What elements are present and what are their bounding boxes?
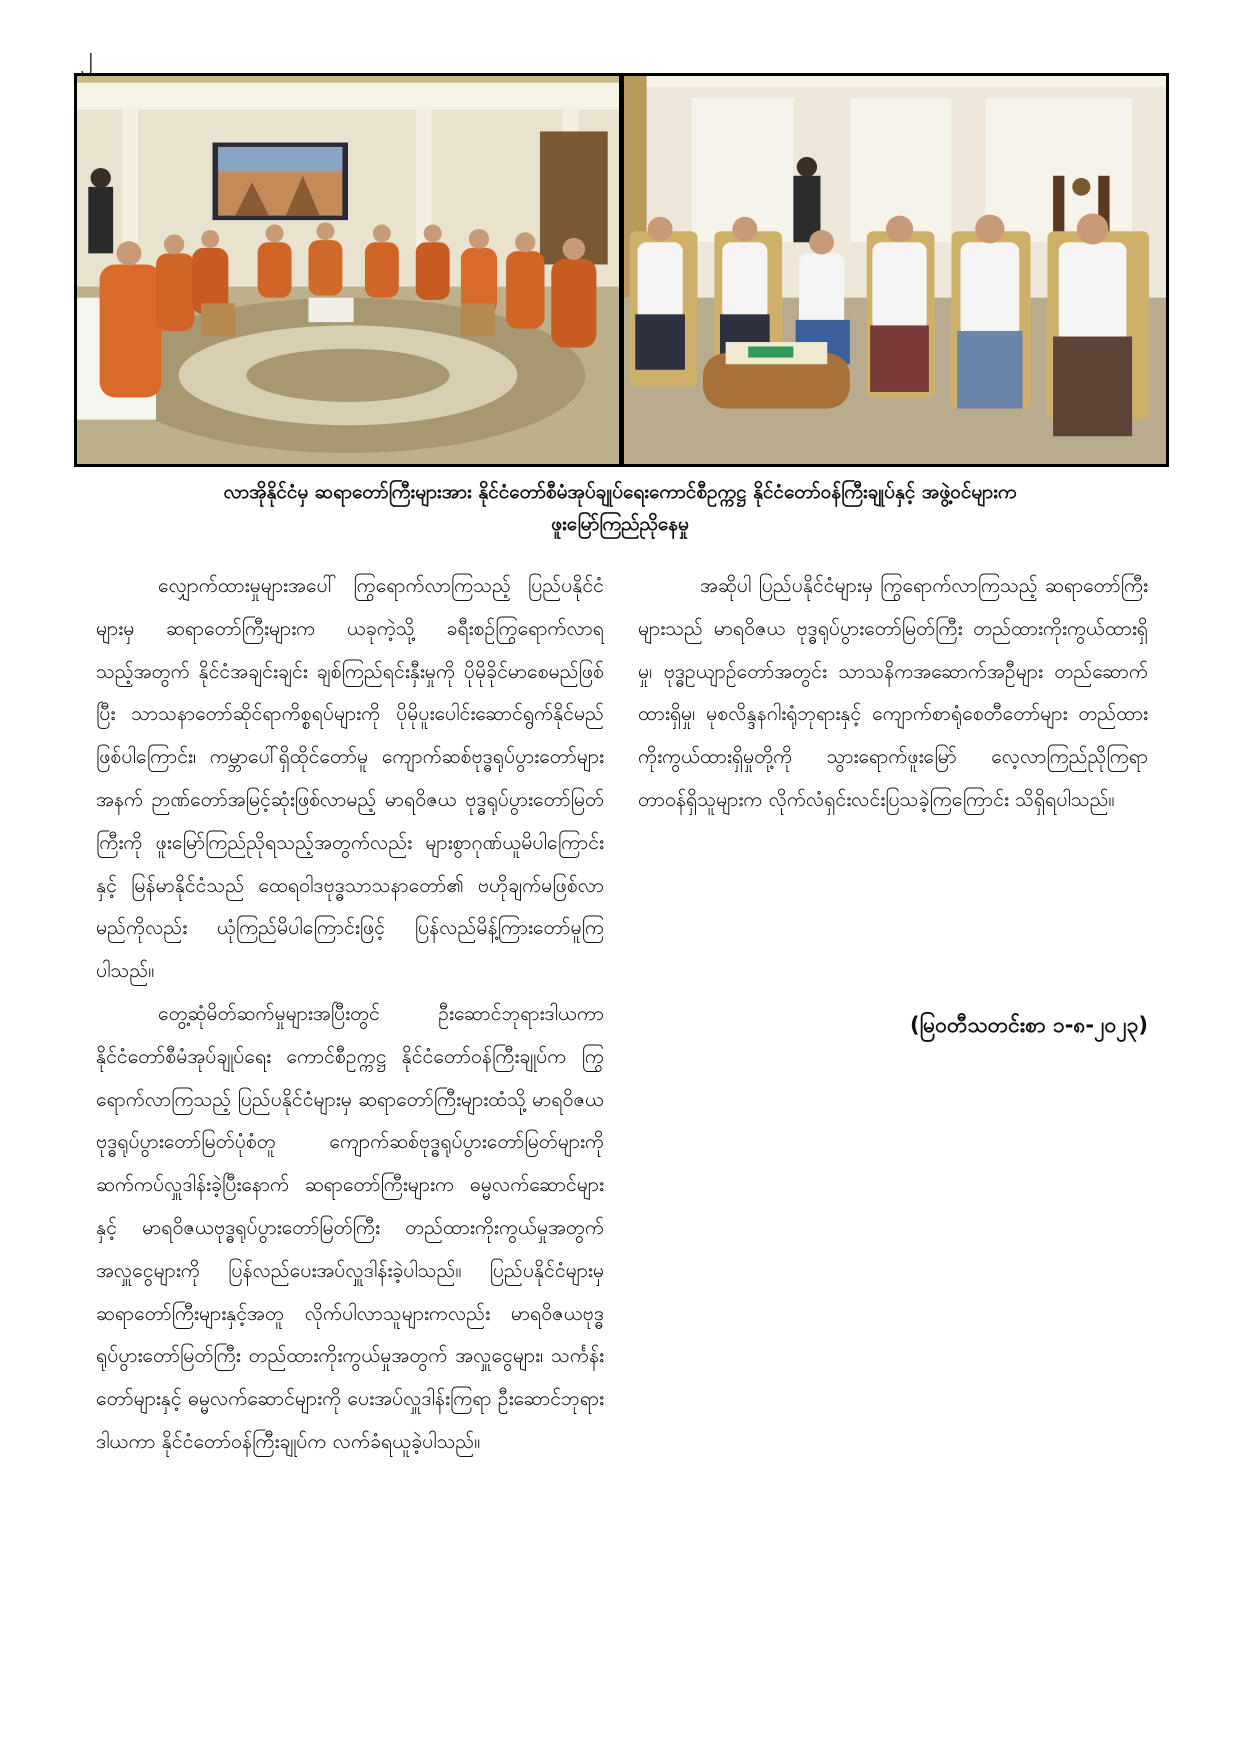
photo-frame	[74, 73, 1169, 467]
left-paragraph-2: တွေ့ဆုံမိတ်ဆက်မှုများအပြီးတွင် ဦးဆောင်ဘုရားဒါယကာ နိုင်ငံတော်စီမံအုပ်ချုပ်ရေး ကောင်စီဥက္ကဋ္ဌ နိုင်ငံတော်ဝန်ကြီးချုပ်က ကြွရောက်လာကြသည့် ပြည်ပနိုင်ငံများမှ ဆရာတော်ကြီးများထံသို့ မာရဝိဇယဗုဒ္ဓရုပ်ပွားတော်မြတ်ပုံစံတူ ကျောက်ဆစ်ဗုဒ္ဓရုပ်ပွားတော်မြတ်များကို ဆက်ကပ်လှူဒါန်းခဲ့ပြီးနောက် ဆရာတော်ကြီးများက ဓမ္မလက်ဆောင်များနှင့် မာရဝိဇယဗုဒ္ဓရုပ်ပွားတော်မြတ်ကြီး တည်ထားကိုးကွယ်မှုအတွက် အလှူငွေများကို ပြန်လည်ပေးအပ်လှူဒါန်းခဲ့ပါသည်။ ပြည်ပနိုင်ငံများမှ ဆရာတော်ကြီးများနှင့်အတူ လိုက်ပါလာသူများကလည်း မာရဝိဇယဗုဒ္ဓရုပ်ပွားတော်မြတ်ကြီး တည်ထားကိုးကွယ်မှုအတွက် အလှူငွေများ၊ သင်္ကန်းတော်များနှင့် ဓမ္မလက်ဆောင်များကို ပေးအပ်လှူဒါန်းကြရာ ဦးဆောင်ဘုရားဒါယကာ နိုင်ငံတော်ဝန်ကြီးချုပ်က လက်ခံရယူခဲ့ပါသည်။	[96, 1001, 604, 1453]
page-number: ၂	[80, 41, 93, 71]
officials-seated-photo	[624, 76, 1166, 464]
right-paragraph-1: အဆိုပါ ပြည်ပနိုင်ငံများမှ ကြွရောက်လာကြသည့် ဆရာတော်ကြီးများသည် မာရဝိဇယ ဗုဒ္ဓရုပ်ပွားတော်မြတ်ကြီး တည်ထားကိုးကွယ်ထားရှိမှု၊ ဗုဒ္ဓဥယျာဉ်တော်အတွင်း သာသနိကအဆောက်အဦများ တည်ဆောက်ထားရှိမှု၊ မုစလိန္ဒနဂါးရုံဘုရားနှင့် ကျောက်စာရုံစေတီတော်များ တည်ထားကိုးကွယ်ထားရှိမှုတို့ကို သွားရောက်ဖူးမြော် လေ့လာကြည်ညိုကြရာ တာဝန်ရှိသူများက လိုက်လံရှင်းလင်းပြသခဲ့ကြကြောင်း သိရှိရပါသည်။	[638, 574, 1148, 811]
monks-seated-photo	[77, 76, 619, 464]
left-paragraph-1: လျှောက်ထားမှုများအပေါ် ကြွရောက်လာကြသည့် ပြည်ပနိုင်ငံများမှ ဆရာတော်ကြီးများက ယခုကဲ့သို့ ခရီးစဉ်ကြွရောက်လာရသည့်အတွက် နိုင်ငံအချင်းချင်း ချစ်ကြည်ရင်းနှီးမှုကို ပိုမိုခိုင်မာစေမည်ဖြစ်ပြီး သာသနာတော်ဆိုင်ရာကိစ္စရပ်များကို ပိုမိုပူးပေါင်းဆောင်ရွက်နိုင်မည်ဖြစ်ပါကြောင်း၊ ကမ္ဘာပေါ်ရှိထိုင်တော်မူ ကျောက်ဆစ်ဗုဒ္ဓရုပ်ပွားတော်များအနက် ဉာဏ်တော်အမြင့်ဆုံးဖြစ်လာမည့် မာရဝိဇယ ဗုဒ္ဓရုပ်ပွားတော်မြတ်ကြီးကို ဖူးမြော်ကြည်ညိုရသည့်အတွက်လည်း များစွာဂုဏ်ယူမိပါကြောင်းနှင့် မြန်မာနိုင်ငံသည် ထေရဝါဒဗုဒ္ဓသာသနာတော်၏ ဗဟိုချက်မဖြစ်လာမည်ကိုလည်း ယုံကြည်မိပါကြောင်းဖြင့် ပြန်လည်မိန့်ကြားတော်မူကြပါသည်။	[96, 574, 604, 983]
right-column	[638, 565, 1148, 822]
photo-caption	[120, 476, 1120, 540]
caption-line-2: ဖူးမြော်ကြည်ညိုနေမှု	[551, 513, 689, 535]
left-column	[96, 565, 604, 1464]
caption-line-1: လာအိုနိုင်ငံမှ ဆရာတော်ကြီးများအား နိုင်ငံတော်စီမံအုပ်ချုပ်ရေးကောင်စီဥက္ကဋ္ဌ နိုင်ငံတော်ဝန်ကြီးချုပ်နှင့် အဖွဲ့ဝင်များက	[223, 481, 1017, 503]
source-credit: (မြဝတီသတင်းစာ ၁-၈-၂၀၂၃)	[910, 1013, 1148, 1037]
